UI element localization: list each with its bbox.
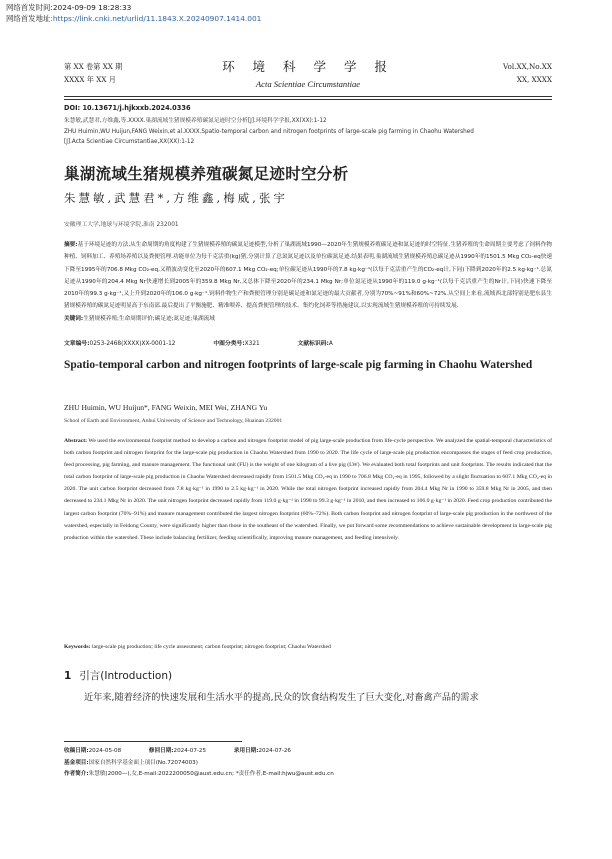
- section-title: 引言(Introduction): [79, 670, 173, 682]
- header-center: [64, 57, 552, 89]
- publish-info: [6, 2, 261, 24]
- clc-code: X321: [244, 341, 260, 347]
- title-cn: 巢湖流域生猪规模养殖碳氮足迹时空分析: [64, 165, 349, 183]
- header-right: [503, 60, 552, 86]
- journal-name-cn: 环 境 科 学 学 报: [222, 59, 394, 74]
- revised-label: 修回日期:: [148, 748, 174, 754]
- fund-label: 基金项目:: [64, 759, 89, 766]
- journal-name-en: Acta Scientiae Circumstantiae: [255, 79, 361, 89]
- doc-code-label: 文献标识码:: [297, 341, 329, 347]
- keywords-en: [64, 644, 552, 650]
- author-bio-text: 朱慧敏(2000—),女,E-mail:2022200050@aust.edu.cn; *责任作者,E-mail:hjwu@aust.edu.cn: [88, 771, 334, 778]
- abstract-cn-text: 基于环境足迹的方法,从生命周期的角度构建了生猪规模养殖的碳氮足迹模型,分析了巢湖流域1990—2020年生猪规模养殖碳足迹和氮足迹的时空特征.生猪养殖的生命周期主要考虑了饲料作物种植、饲料加工、养殖场养殖以及粪便管理.功能单位为每千克活重(kg)猪,分别计算了总氮氮足迹以及单位碳氮足迹.结果表明,巢湖流域生猪规模养殖总碳足迹从1990年的1501.5 Mkg CO₂-eq快速下降至1995年的706.8 Mkg CO₂-eq,又稍波动变化至2020年的607.1 Mkg CO₂-eq;单位碳足迹从1990年的7.8 kg·kg⁻¹(以每千克活重产生的CO₂-eq计,下同)下降到2020年的2.5 kg·kg⁻¹.总氮足迹从1990年的204.4 Mkg Nr快速增长到2005年的359.8 Mkg Nr,又总体下降至2020年的234.1 Mkg Nr;单位氮足迹从1990年的119.0 g·kg⁻¹(以每千克活重产生的Nr计,下同)快速下降至2010年的99.3 g·kg⁻¹,又上升到2020年的106.0 g·kg⁻¹.饲料作物生产和粪便管理分别是碳足迹和氮足迹的最大贡献者,分别为70%~91%和60%~72%.从空间上来看,流域西北部特别是肥东县生猪规模养殖的碳氮足迹明显高于东南部.最后提出了平衡施肥、精准喂养、提高粪便管理的技术、集约化饲养等措施建议,以实现流域生猪规模养殖的可持续发展.: [64, 242, 553, 310]
- vol-right: Vol.XX,No.XX: [503, 62, 552, 71]
- publish-time: 网络首发时间:2024-09-09 18:28:33: [6, 3, 132, 12]
- year-line: XXXX 年 XX 月: [64, 75, 116, 84]
- date-right: XX, XXXX: [516, 75, 552, 84]
- publish-url-label: 网络首发地址: [6, 14, 51, 23]
- journal-header: [64, 60, 552, 96]
- publish-time-value: 2024-09-09 18:28:33: [52, 3, 132, 12]
- header-rule-thick: [64, 96, 552, 97]
- citation-en-2: [J].Acta Scientiae Circumstantiae,XX(XX):1-12: [64, 139, 195, 146]
- keywords-en-label: Keywords:: [64, 644, 91, 650]
- keywords-en-text: large-scale pig production; life cycle assessment; carbon footprint; nitrogen footprint; Chaohu Watershed: [91, 644, 331, 650]
- keywords-cn-text: 生猪规模养殖;生命周期评价;碳足迹;氮足迹;巢湖流域: [83, 315, 215, 322]
- affiliation-en: School of Earth and Environment, Anhui University of Science and Technology, Huainan 232001: [64, 418, 283, 424]
- abstract-cn-label: 摘要:: [64, 242, 78, 248]
- footnote-rule: [64, 741, 242, 742]
- abstract-en-label: Abstract:: [64, 438, 88, 444]
- accepted-date: 2024-07-26: [258, 748, 291, 754]
- received-date: 2024-05-08: [88, 748, 122, 754]
- affiliation-cn: 安徽理工大学,地球与环境学院,淮南 232001: [64, 222, 179, 228]
- received-label: 收稿日期:: [64, 748, 89, 754]
- publish-url-link[interactable]: https://link.cnki.net/urlid/11.1843.X.20240907.1414.001: [52, 14, 262, 23]
- fund-text: 国家自然科学基金面上项目(No.72074003): [88, 759, 198, 766]
- revised-date: 2024-07-25: [173, 748, 207, 754]
- doi[interactable]: DOI: 10.13671/j.hjkxxb.2024.0336: [64, 104, 191, 112]
- publish-url[interactable]: 网络首发地址:https://link.cnki.net/urlid/11.1843.X.20240907.1414.001: [6, 14, 262, 23]
- title-en: Spatio-temporal carbon and nitrogen footprints of large-scale pig farming in Chaohu Watershed: [64, 359, 533, 371]
- article-no-label: 文章编号:: [64, 341, 90, 347]
- footnote: [64, 746, 552, 781]
- citation-en-1: ZHU Huimin,WU Huijun,FANG Weixin,et al.XXXX.Spatio-temporal carbon and nitrogen footprints of large-scale pig farming in Chaohu Watershed: [64, 128, 474, 135]
- abstract-en: [64, 435, 552, 544]
- footnote-fund: [64, 758, 552, 770]
- section-heading: [64, 668, 552, 683]
- citation-cn: 朱慧敏,武慧君,方维鑫,等.XXXX.巢湖流域生猪规模养殖碳氮足迹时空分析[J].环境科学学报,XX(XX):1-12: [64, 118, 327, 124]
- header-rule-thin: [64, 99, 552, 100]
- volume-line: 第 XX 卷第 XX 期: [64, 62, 123, 71]
- abstract-en-text: We used the environmental footprint method to develop a carbon and nitrogen footprint model of pig large-scale production from life-cycle perspective. We analyzed the spatial-temporal characteristics of both carbon footprint and nitrogen footprint for the large-scale pig production in Chaohu Watershed from 1990 to 2020. The life cycle of large-scale pig production encompasses the stages of feed crop production, feed processing, pig farming, and manure management. The functional unit (FU) is the weight of one kilogram of a live pig (LW). We evaluated both total footprints and unit footprints. The results indicated that the total carbon footprint of large-scale pig production in Chaohu Watershed decreased rapidly from 1501.5 Mkg CO₂-eq in 1990 to 706.8 Mkg CO₂-eq in 1995, followed by a slight fluctuation to 607.1 Mkg CO₂-eq in 2020. The unit carbon footprint decreased from 7.8 kg·kg⁻¹ in 1990 to 2.5 kg·kg⁻¹ in 2020. While the total nitrogen footprint increased rapidly from 204.4 Mkg Nr in 1990 to 359.8 Mkg Nr in 2005, and then decreased to 234.1 Mkg Nr in 2020. The unit nitrogen footprint decreased rapidly from 119.0 g·kg⁻¹ in 1990 to 99.3 g·kg⁻¹ in 2010, and then increased to 106.0 g·kg⁻¹ in 2020. Feed crop production contributed the largest carbon footprint (70%–91%) and manure management contributed the largest nitrogen footprint (60%–72%). Both carbon footprint and nitrogen footprint of large-scale pig production in the northwest of the watershed, especially in Feidong County, were significantly higher than those in the southeast of the watershed. Finally, we put forward some recommendations to achieve sustainable development in large-scale pig production within the watershed. These include balancing fertilizer, feeding scientifically, improving manure management, and feeding intensively.: [64, 438, 552, 541]
- article-meta: [64, 338, 552, 347]
- article-no: 0253-2468(XXXX)XX-0001-12: [89, 341, 176, 347]
- abstract-cn: [64, 239, 552, 325]
- clc-label: 中图分类号:: [213, 341, 245, 347]
- doc-code: A: [328, 341, 333, 347]
- authors-cn: 朱慧敏,武慧君*,方维鑫,梅威,张宇: [64, 191, 288, 205]
- publish-time-label: 网络首发时间: [6, 3, 51, 12]
- authors-en: ZHU Huimin, WU Huijun*, FANG Weixin, MEI Wei, ZHANG Yu: [64, 403, 268, 412]
- accepted-label: 录用日期:: [233, 748, 259, 754]
- footnote-dates: [64, 746, 552, 758]
- citation: [64, 116, 552, 148]
- author-bio-label: 作者简介:: [64, 771, 89, 778]
- keywords-cn: [64, 313, 552, 325]
- keywords-cn-label: 关键词:: [64, 315, 84, 322]
- footnote-author: [64, 769, 552, 781]
- section-number: 1: [64, 670, 72, 682]
- intro-paragraph: 近年来,随着经济的快速发展和生活水平的提高,民众的饮食结构发生了巨大变化,对畜禽产品的需求: [84, 692, 479, 703]
